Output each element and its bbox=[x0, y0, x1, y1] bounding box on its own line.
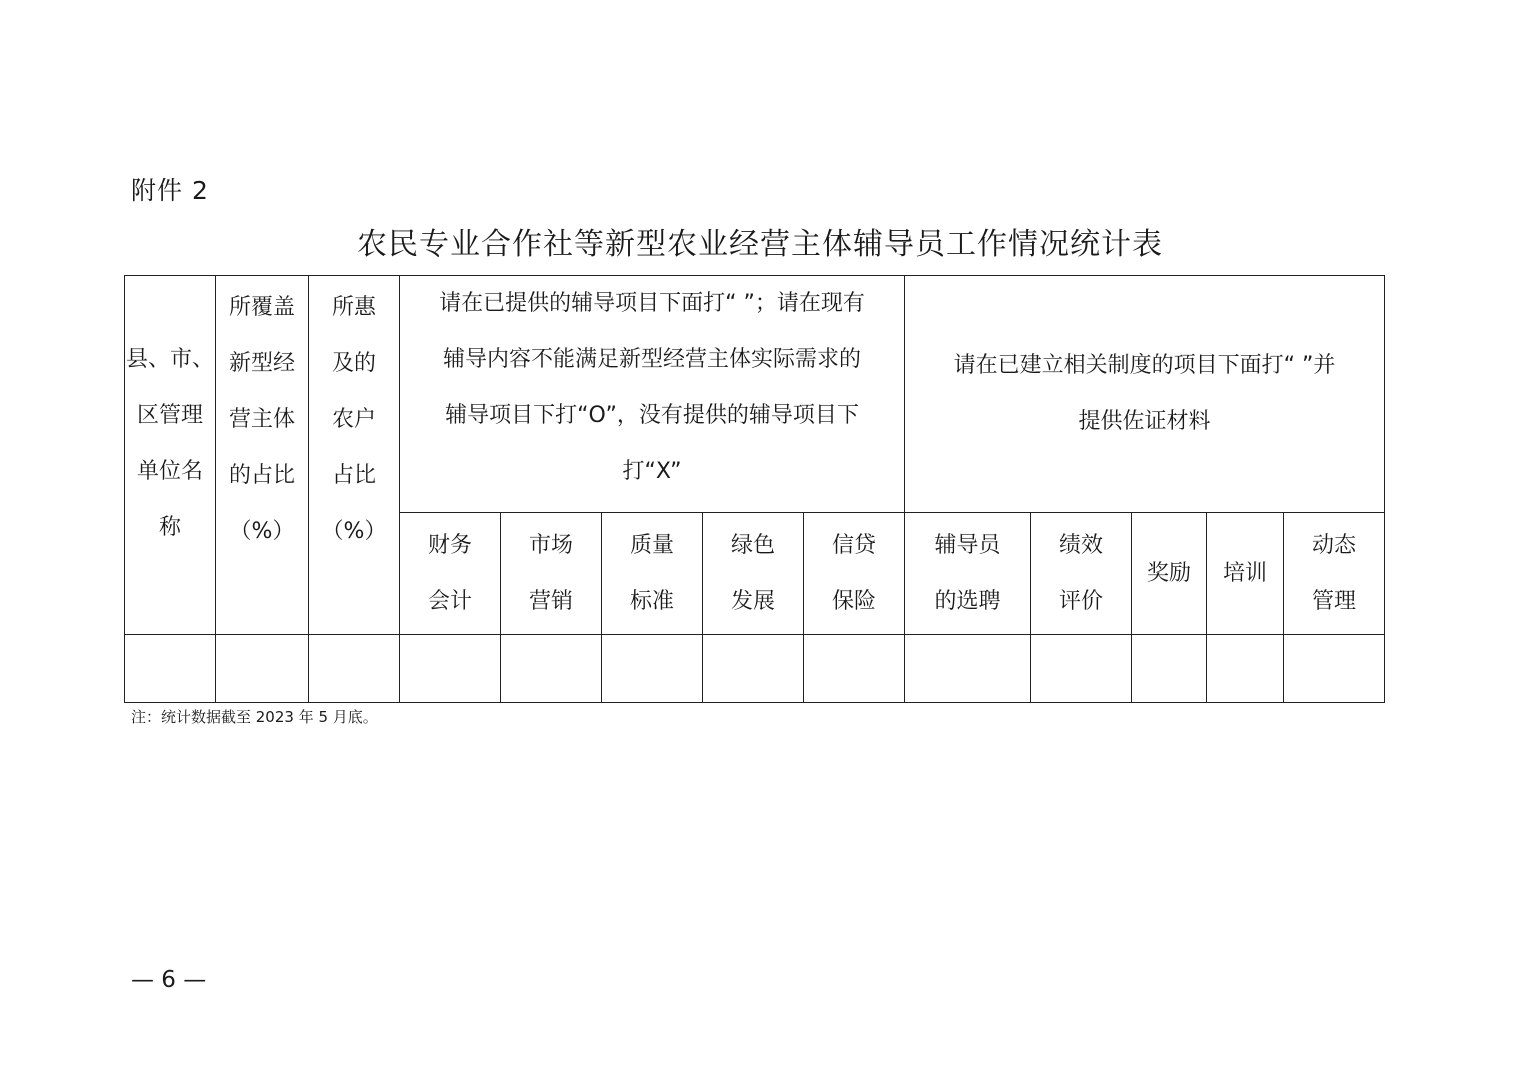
table-cell[interactable] bbox=[1132, 635, 1207, 703]
header-dynamic-management bbox=[1284, 513, 1385, 635]
table-cell[interactable] bbox=[1207, 635, 1284, 703]
page-number: — 6 — bbox=[131, 967, 207, 993]
header-performance-evaluation bbox=[1031, 513, 1132, 635]
services-instruction-line: 辅导内容不能满足新型经营主体实际需求的 bbox=[442, 347, 861, 372]
header-coverage-line: 营主体 bbox=[228, 407, 295, 432]
header-coverage-line: 所覆盖 bbox=[228, 295, 295, 320]
table-cell[interactable] bbox=[602, 635, 703, 703]
services-instruction-line: 请在已提供的辅导项目下面打“ ”；请在现有 bbox=[439, 291, 865, 316]
header-unit-line: 区管理 bbox=[136, 403, 203, 428]
header-quality-standard bbox=[602, 513, 703, 635]
header-farmer-line: 占比 bbox=[331, 463, 376, 488]
header-systems-instructions bbox=[905, 276, 1385, 513]
header-label-line: 财务 bbox=[427, 532, 472, 558]
header-coverage-ratio bbox=[216, 276, 309, 635]
document-title: 农民专业合作社等新型农业经营主体辅导员工作情况统计表 bbox=[357, 227, 1163, 262]
header-label-line: 发展 bbox=[730, 588, 775, 614]
table-cell[interactable] bbox=[1031, 635, 1132, 703]
services-instruction-line: 打“X” bbox=[622, 459, 682, 484]
header-label-line: 绿色 bbox=[730, 532, 775, 558]
header-farmer-ratio bbox=[309, 276, 400, 635]
header-unit-line: 称 bbox=[158, 515, 181, 540]
table-cell[interactable] bbox=[501, 635, 602, 703]
header-market-marketing bbox=[501, 513, 602, 635]
header-label-line: 市场 bbox=[528, 532, 573, 558]
header-label-line: 培训 bbox=[1222, 560, 1267, 586]
header-label-line: 营销 bbox=[528, 588, 573, 614]
header-coverage-line: （%） bbox=[229, 519, 295, 544]
header-label-line: 会计 bbox=[427, 588, 472, 614]
table-cell[interactable] bbox=[905, 635, 1031, 703]
header-unit-line: 单位名 bbox=[136, 459, 203, 484]
header-coverage-line: 的占比 bbox=[228, 463, 295, 488]
header-label-line: 管理 bbox=[1312, 588, 1357, 614]
header-farmer-line: 及的 bbox=[331, 351, 376, 376]
footnote: 注：统计数据截至 2023 年 5 月底。 bbox=[131, 708, 378, 726]
table-cell[interactable] bbox=[400, 635, 501, 703]
header-label-line: 绩效 bbox=[1058, 532, 1103, 558]
table-cell[interactable] bbox=[703, 635, 804, 703]
header-services-instructions bbox=[400, 276, 905, 513]
table-cell[interactable] bbox=[804, 635, 905, 703]
header-farmer-line: （%） bbox=[321, 519, 387, 544]
header-label-line: 保险 bbox=[831, 588, 876, 614]
header-unit-line: 县、市、 bbox=[125, 347, 214, 372]
table-cell[interactable] bbox=[216, 635, 309, 703]
header-finance-accounting bbox=[400, 513, 501, 635]
systems-instruction-line: 提供佐证材料 bbox=[1078, 409, 1211, 434]
header-label-line: 动态 bbox=[1312, 532, 1357, 558]
header-label-line: 标准 bbox=[629, 588, 674, 614]
header-green-development bbox=[703, 513, 804, 635]
header-farmer-line: 农户 bbox=[331, 407, 376, 432]
header-label-line: 评价 bbox=[1058, 588, 1103, 614]
services-instruction-line: 辅导项目下打“O”，没有提供的辅导项目下 bbox=[445, 403, 859, 428]
table-cell[interactable] bbox=[309, 635, 400, 703]
table-row bbox=[125, 635, 1385, 703]
header-label-line: 奖励 bbox=[1146, 560, 1191, 586]
header-label-line: 信贷 bbox=[831, 532, 876, 558]
header-coverage-line: 新型经 bbox=[228, 351, 295, 376]
table-cell[interactable] bbox=[125, 635, 216, 703]
header-rewards bbox=[1132, 513, 1207, 635]
attachment-label: 附件 2 bbox=[131, 176, 209, 205]
header-farmer-line: 所惠 bbox=[331, 295, 376, 320]
systems-instruction-line: 请在已建立相关制度的项目下面打“ ”并 bbox=[953, 353, 1336, 378]
header-label-line: 的选聘 bbox=[934, 588, 1001, 614]
header-training bbox=[1207, 513, 1284, 635]
header-label-line: 质量 bbox=[629, 532, 674, 558]
header-label-line: 辅导员 bbox=[934, 532, 1001, 558]
header-counselor-selection bbox=[905, 513, 1031, 635]
statistics-table bbox=[124, 275, 1385, 703]
header-unit-name bbox=[125, 276, 216, 635]
header-credit-insurance bbox=[804, 513, 905, 635]
table-cell[interactable] bbox=[1284, 635, 1385, 703]
